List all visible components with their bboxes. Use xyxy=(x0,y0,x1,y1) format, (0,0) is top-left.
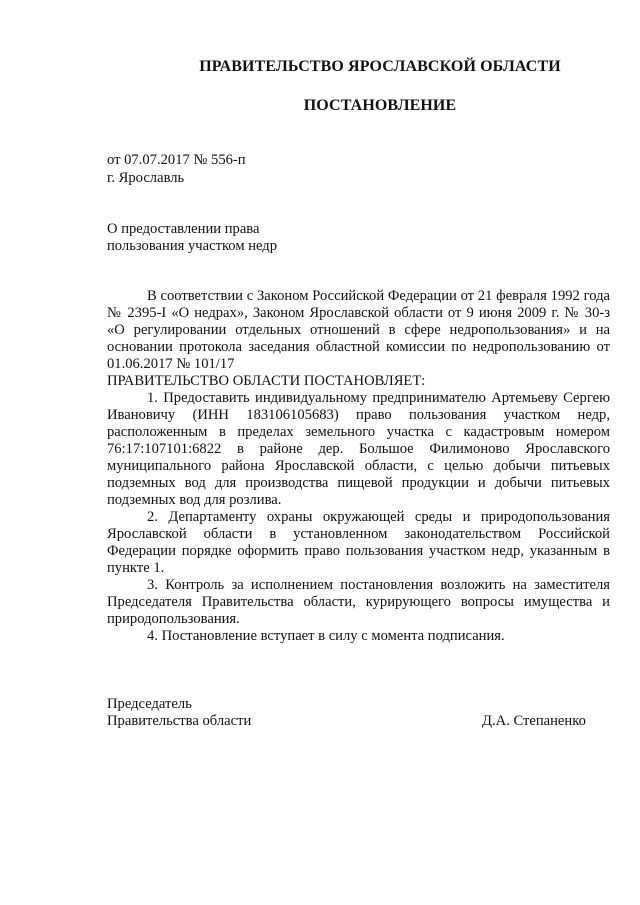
government-title: ПРАВИТЕЛЬСТВО ЯРОСЛАВСКОЙ ОБЛАСТИ xyxy=(199,58,561,75)
preamble-paragraph: В соответствии с Законом Российской Федерации от 21 февраля 1992 года № 2395-I «О недрах», Законом Ярославской области от 9 июня 2009 г. № 30-з «О регулировании отдельных отношений в сфере недропользования» и на основании протокола заседания областной комиссии по недропользованию от 01.06.2017 № 101/17 xyxy=(107,288,610,372)
subject-line-1: О предоставлении права xyxy=(107,221,260,237)
document-type-title: ПОСТАНОВЛЕНИЕ xyxy=(303,97,457,114)
document-date-number: от 07.07.2017 № 556-п xyxy=(107,152,246,168)
signatory-position-line-2: Правительства области xyxy=(107,713,252,729)
decree-item-3: 3. Контроль за исполнением постановления возложить на заместителя Председателя Правительства области, курирующего вопросы имущества и природопользования. xyxy=(107,577,610,627)
decree-item-4: 4. Постановление вступает в силу с момента подписания. xyxy=(147,628,505,644)
decree-item-1: 1. Предоставить индивидуальному предпринимателю Артемьеву Сергею Ивановичу (ИНН 183106105683) право пользования участком недр, расположенным в пределах земельного участка с кадастровым номером 76:17:107101:6822 в районе дер. Большое Филимоново Ярославского муниципального района Ярославской области, с целью добычи питьевых подземных вод для производства пищевой продукции и добычи питьевых подземных вод для розлива. xyxy=(107,390,610,508)
decree-item-2: 2. Департаменту охраны окружающей среды и природопользования Ярославской области в установленном законодательством Российской Федерации порядке оформить право пользования участком недр, указанным в пункте 1. xyxy=(107,509,610,576)
subject-line-2: пользования участком недр xyxy=(107,238,278,254)
preamble-block xyxy=(107,288,610,373)
signatory-position-line-1: Председатель xyxy=(107,696,192,712)
document-city: г. Ярославль xyxy=(107,170,185,186)
decree-statement: ПРАВИТЕЛЬСТВО ОБЛАСТИ ПОСТАНОВЛЯЕТ: xyxy=(107,373,426,389)
decree-block xyxy=(107,373,610,390)
decree-items xyxy=(107,390,610,645)
signatory-name: Д.А. Степаненко xyxy=(482,713,586,729)
